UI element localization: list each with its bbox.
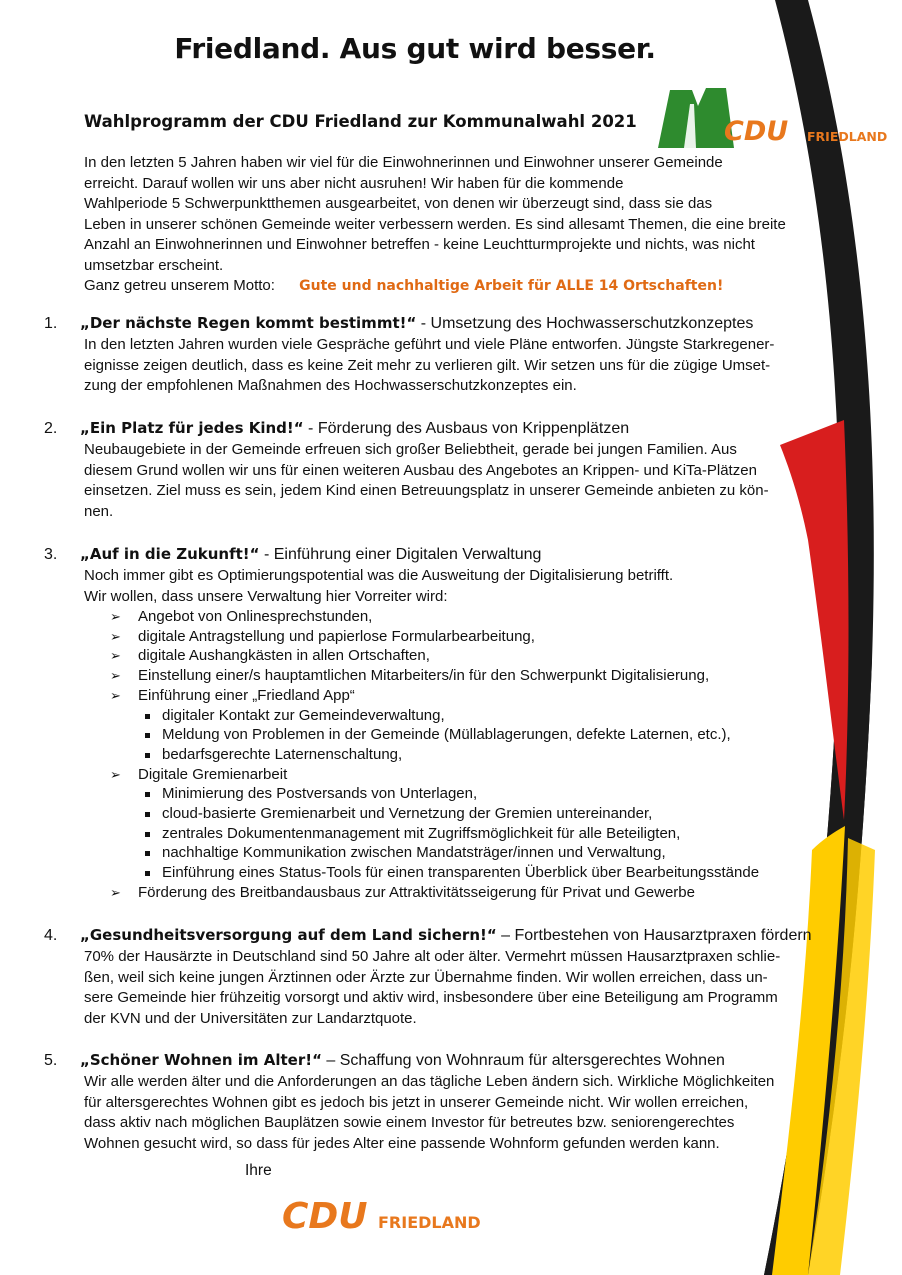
body-line: Neubaugebiete in der Gemeinde erfreuen sich großer Beliebtheit, gerade bei jungen Familien. Aus — [84, 441, 737, 458]
body-line: In den letzten Jahren wurden viele Gespräche geführt und viele Pläne entworfen. Jüngste Starkregener- — [84, 336, 775, 353]
section-heading — [44, 543, 824, 566]
logo-place-text: FRIEDLAND — [807, 129, 888, 144]
motto-text: Gute und nachhaltige Arbeit für ALLE 14 Ortschaften! — [299, 278, 724, 294]
body-line: eignisse zeigen deutlich, dass es keine Zeit mehr zu verlieren gilt. Wir setzen uns für die zügige Umset- — [84, 356, 771, 374]
section-headline: „Ein Platz für jedes Kind!“ — [80, 419, 304, 437]
gremien-sublist — [138, 784, 819, 883]
page-title: Friedland. Aus gut wird besser. — [174, 32, 656, 65]
section-2 — [44, 417, 824, 522]
intro-line: umsetzbar erscheint. — [84, 256, 224, 274]
document-subtitle: Wahlprogramm der CDU Friedland zur Kommunalwahl 2021 — [84, 112, 637, 131]
body-line: ßen, weil sich keine jungen Ärztinnen oder Ärzte zur Übernahme finden. Wir wollen erreichen, dass un- — [84, 968, 768, 986]
list-item — [110, 607, 819, 627]
body-line: sere Gemeinde hier frühzeitig vorsorgt und aktiv wird, insbesondere über eine Beteiligung am Programm — [84, 989, 778, 1006]
logo-cdu-text: CDU — [724, 116, 789, 147]
intro-line: Wahlperiode 5 Schwerpunktthemen ausgearbeitet, von denen wir überzeugt sind, dass sie das — [84, 195, 713, 212]
section-headline: „Schöner Wohnen im Alter!“ — [80, 1051, 322, 1069]
intro-line: Leben in unserer schönen Gemeinde weiter verbessern werden. Es sind allesamt Themen, die eine breite — [84, 215, 786, 233]
closing-word: Ihre — [245, 1162, 272, 1179]
section-heading — [44, 312, 824, 335]
sublist-item: zentrales Dokumentenmanagement mit Zugriffsmöglichkeit für alle Beteiligten, — [144, 824, 819, 844]
arrow-bullet-icon: ➢ — [110, 628, 121, 644]
section-topic: - Förderung des Ausbaus von Krippenplätzen — [303, 420, 630, 437]
section-topic: – Schaffung von Wohnraum für altersgerechtes Wohnen — [321, 1052, 725, 1069]
sublist-item: Minimierung des Postversands von Unterlagen, — [144, 784, 819, 804]
section-4 — [44, 924, 824, 1029]
sublist-item: cloud-basierte Gremienarbeit und Vernetzung der Gremien untereinander, — [144, 804, 819, 824]
section-heading — [44, 417, 824, 440]
digital-measures-list — [84, 607, 819, 903]
sublist-item: digitaler Kontakt zur Gemeindeverwaltung, — [144, 706, 819, 726]
section-heading — [44, 924, 824, 947]
arrow-bullet-icon: ➢ — [110, 884, 121, 900]
app-sublist — [138, 706, 819, 765]
body-line: Wohnen gesucht wird, so dass für jedes Alter eine passende Wohnform gefunden werden kann. — [84, 1134, 720, 1152]
body-line: Noch immer gibt es Optimierungspotential was die Ausweitung der Digitalisierung betrifft. — [84, 567, 674, 584]
section-body — [84, 566, 819, 903]
cdu-friedland-logo-bottom — [282, 1196, 481, 1237]
section-body — [84, 1072, 819, 1154]
list-item — [110, 627, 819, 647]
section-number: 3. — [44, 546, 58, 563]
section-number: 1. — [44, 315, 58, 332]
list-item-text: digitale Antragstellung und papierlose Formularbearbeitung, — [138, 627, 535, 645]
cdu-friedland-logo — [652, 80, 902, 160]
body-line: nen. — [84, 502, 114, 520]
body-line: Wir alle werden älter und die Anforderungen an das tägliche Leben ändern sich. Wirkliche Möglichkeiten — [84, 1073, 775, 1090]
section-headline: „Gesundheitsversorgung auf dem Land sichern!“ — [80, 926, 497, 944]
arrow-bullet-icon: ➢ — [110, 609, 121, 624]
list-item — [110, 666, 819, 686]
section-headline: „Der nächste Regen kommt bestimmt!“ — [80, 314, 417, 332]
arrow-bullet-icon: ➢ — [110, 766, 121, 782]
section-topic: - Umsetzung des Hochwasserschutzkonzeptes — [416, 315, 754, 332]
motto-label: Ganz getreu unserem Motto: — [84, 277, 275, 294]
motto-row — [84, 276, 814, 297]
list-item-text: Digitale Gremienarbeit — [138, 765, 288, 783]
section-5 — [44, 1049, 824, 1154]
logo-cdu-text: CDU — [282, 1196, 368, 1237]
body-line: 70% der Hausärzte in Deutschland sind 50 Jahre alt oder älter. Vermehrt müssen Hausarztpraxen schlie- — [84, 948, 781, 965]
body-line: dass aktiv nach möglichen Bauplätzen sowie einem Investor für betreutes bzw. seniorengerechtes — [84, 1114, 735, 1131]
arrow-bullet-icon: ➢ — [110, 648, 121, 664]
section-headline: „Auf in die Zukunft!“ — [80, 545, 260, 563]
section-topic: - Einführung einer Digitalen Verwaltung — [259, 546, 542, 563]
body-line: für altersgerechtes Wohnen gibt es jedoch bis jetzt in unserer Gemeinde nicht. Wir wollen erreichen, — [84, 1093, 749, 1111]
list-item-text: Einstellung einer/s hauptamtlichen Mitarbeiters/in für den Schwerpunkt Digitalisierung, — [138, 667, 710, 685]
list-item-text: digitale Aushangkästen in allen Ortschaften, — [138, 647, 430, 665]
section-topic: – Fortbestehen von Hausarztpraxen fördern — [496, 927, 812, 944]
section-body — [84, 947, 819, 1029]
list-item — [110, 686, 819, 765]
section-1 — [44, 312, 824, 397]
section-number: 5. — [44, 1052, 58, 1069]
logo-place-text: FRIEDLAND — [378, 1213, 481, 1232]
arrow-bullet-icon: ➢ — [110, 687, 121, 703]
section-3 — [44, 543, 824, 903]
body-line: diesem Grund wollen wir uns für einen weiteren Ausbau des Angebotes an Krippen- und KiTa-Plätzen — [84, 461, 757, 479]
section-number: 2. — [44, 420, 58, 437]
sublist-item: Einführung eines Status-Tools für einen transparenten Überblick über Bearbeitungsstände — [144, 863, 819, 883]
list-item-text: Angebot von Onlinesprechstunden, — [138, 608, 373, 625]
body-line: Wir wollen, dass unsere Verwaltung hier Vorreiter wird: — [84, 587, 448, 605]
list-item-text: Förderung des Breitbandausbaus zur Attraktivitätsseigerung für Privat und Gewerbe — [138, 883, 695, 901]
section-body — [84, 335, 819, 397]
intro-paragraph — [84, 153, 814, 297]
sublist-item: nachhaltige Kommunikation zwischen Mandatsträger/innen und Verwaltung, — [144, 843, 819, 863]
section-heading — [44, 1049, 824, 1072]
arrow-bullet-icon: ➢ — [110, 668, 121, 684]
list-item-text: Einführung einer „Friedland App“ — [138, 686, 355, 704]
body-line: der KVN und der Universitäten zur Landarztquote. — [84, 1009, 417, 1027]
sublist-item: bedarfsgerechte Laternenschaltung, — [144, 745, 819, 765]
list-item — [110, 765, 819, 883]
body-line: einsetzen. Ziel muss es sein, jedem Kind einen Betreuungsplatz in unserer Gemeinde anbieten zu kön- — [84, 482, 769, 499]
list-item — [110, 883, 819, 903]
body-line: zung der empfohlenen Maßnahmen des Hochwasserschutzkonzeptes ein. — [84, 377, 577, 394]
section-number: 4. — [44, 927, 58, 944]
intro-line: erreicht. Darauf wollen wir uns aber nicht ausruhen! Wir haben für die kommende — [84, 174, 624, 192]
intro-line: Anzahl an Einwohnerinnen und Einwohner betreffen - keine Leuchtturmprojekte und nichts, was nicht — [84, 236, 755, 253]
section-body — [84, 440, 819, 522]
list-item — [110, 646, 819, 666]
sublist-item: Meldung von Problemen in der Gemeinde (Müllablagerungen, defekte Laternen, etc.), — [144, 725, 819, 745]
intro-line: In den letzten 5 Jahren haben wir viel für die Einwohnerinnen und Einwohner unserer Gemeinde — [84, 154, 723, 171]
